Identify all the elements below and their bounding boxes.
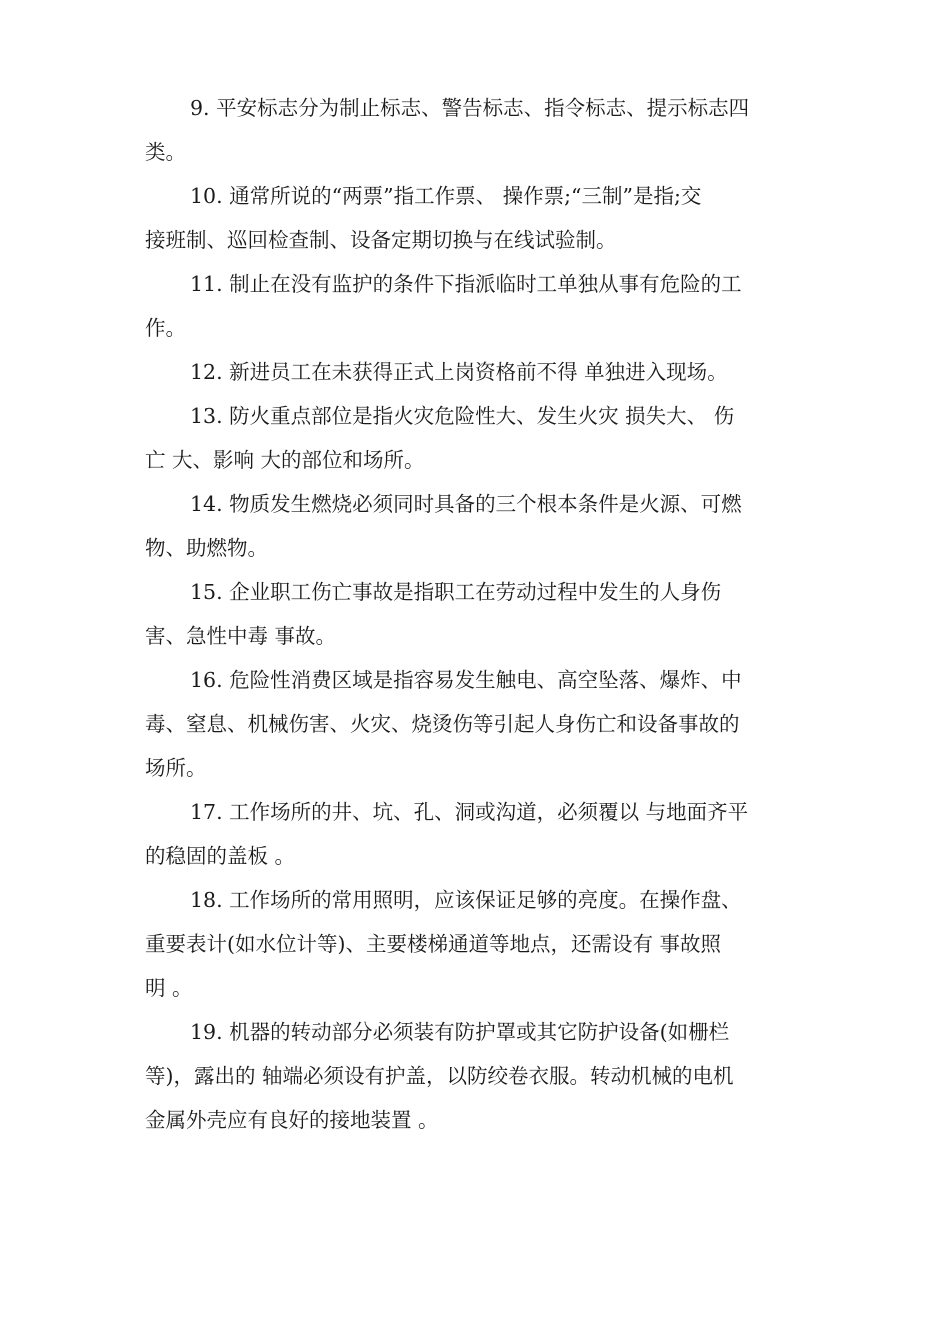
item-13: 13. 防火重点部位是指火灾危险性大、发生火灾 损失大、 伤 亡 大、影响 大的部位和场所。 <box>145 404 735 472</box>
document-page <box>145 86 805 1142</box>
item-14: 14. 物质发生燃烧必须同时具备的三个根本条件是火源、可燃 物、助燃物。 <box>145 492 742 560</box>
item-18: 18. 工作场所的常用照明，应该保证足够的亮度。在操作盘、 重要表计(如水位计等)、主要楼梯通道等地点，还需设有 事故照 明 。 <box>145 888 742 1000</box>
item-16: 16. 危险性消费区域是指容易发生触电、高空坠落、爆炸、中 毒、窒息、机械伤害、火灾、烧烫伤等引起人身伤亡和设备事故的 场所。 <box>145 668 742 780</box>
item-15: 15. 企业职工伤亡事故是指职工在劳动过程中发生的人身伤 害、急性中毒 事故。 <box>145 580 722 648</box>
item-12: 12. 新进员工在未获得正式上岗资格前不得 单独进入现场。 <box>190 360 728 384</box>
item-11: 11. 制止在没有监护的条件下指派临时工单独从事有危险的工 作。 <box>145 272 742 340</box>
item-9: 9. 平安标志分为制止标志、警告标志、指令标志、提示标志四 类。 <box>145 96 750 164</box>
item-19: 19. 机器的转动部分必须装有防护罩或其它防护设备(如栅栏 等)，露出的 轴端必须设有护盖，以防绞卷衣服。转动机械的电机 金属外壳应有良好的接地装置 。 <box>145 1020 734 1132</box>
item-10: 10. 通常所说的“两票”指工作票、 操作票;“三制”是指;交 接班制、巡回检查制、设备定期切换与在线试验制。 <box>145 184 702 252</box>
item-17: 17. 工作场所的井、坑、孔、洞或沟道，必须覆以 与地面齐平 的稳固的盖板 。 <box>145 800 749 868</box>
